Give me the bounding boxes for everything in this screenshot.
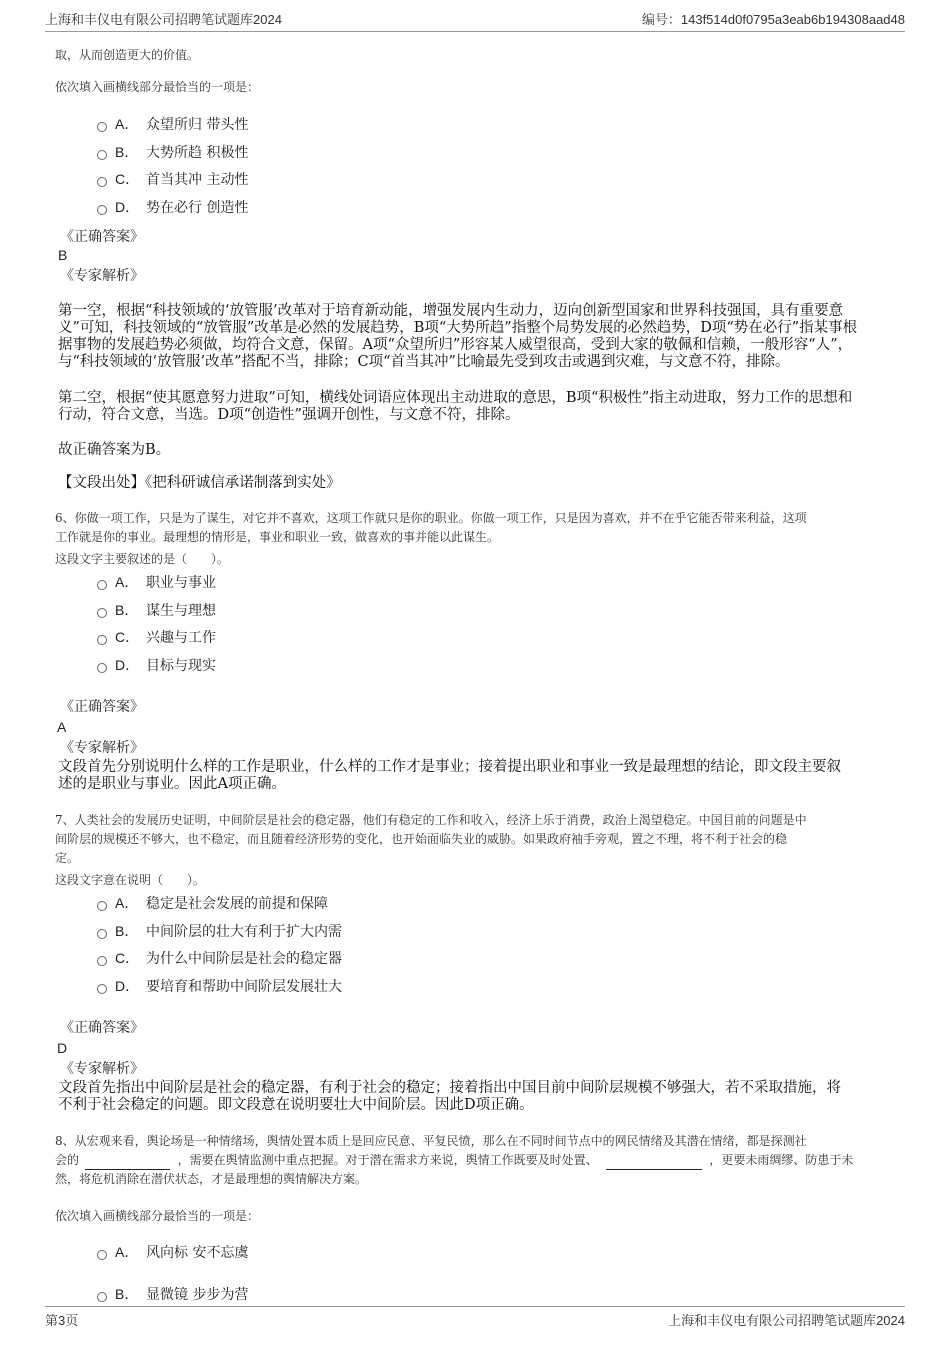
q8-prompt: 依次填入画横线部分最恰当的一项是： <box>55 1209 260 1223</box>
q6-option-b[interactable] <box>97 600 216 620</box>
text-line: 第二空，根据“使其愿意努力进取”可知，横线处词语应体现出主动进取的意思，B项“积极性”指主动进取，努力工作的思想和 <box>58 390 853 406</box>
q5-analysis-paragraph-1 <box>58 303 857 371</box>
q5-conclusion: 故正确答案为B。 <box>58 442 171 458</box>
header-title: 上海和丰仪电有限公司招聘笔试题库2024 <box>45 12 282 27</box>
option-letter: D． <box>115 199 140 215</box>
option-text: 风向标 安不忘虞 <box>146 1245 249 1261</box>
text-line: 7、人类社会的发展历史证明，中间阶层是社会的稳定器，他们有稳定的工作和收入，经济上乐于消费，政治上渴望稳定。中国目前的问题是中 <box>55 813 807 827</box>
radio-icon[interactable] <box>97 929 107 939</box>
option-letter: D． <box>115 657 140 673</box>
option-letter: A． <box>115 1244 139 1260</box>
radio-icon[interactable] <box>97 956 107 966</box>
q5-prompt: 依次填入画横线部分最恰当的一项是： <box>55 80 260 94</box>
radio-icon[interactable] <box>97 608 107 618</box>
option-text: 中间阶层的壮大有利于扩大内需 <box>146 924 342 940</box>
q8-stem <box>55 1132 853 1189</box>
page-footer <box>45 1306 905 1330</box>
q5-option-b[interactable] <box>97 142 248 162</box>
q7-prompt: 这段文字意在说明（ ）。 <box>55 873 206 887</box>
q5-answer-label: 《正确答案》 <box>60 229 144 245</box>
text-line: 据事物的发展趋势必须做，均符合文意，保留。A项“众望所归”形容某人威望很高，受到大家的敬佩和信赖，一般形容“人”， <box>58 337 853 353</box>
q5-analysis-paragraph-2 <box>58 390 852 424</box>
q7-option-d[interactable] <box>97 976 342 996</box>
radio-icon[interactable] <box>97 580 107 590</box>
q6-prompt: 这段文字主要叙述的是（ ）。 <box>55 552 230 566</box>
text-line: 文段首先分别说明什么样的工作是职业，什么样的工作才是事业；接着提出职业和事业一致是最理想的结论，即文段主要叙 <box>58 759 841 775</box>
q6-option-a[interactable] <box>97 572 216 592</box>
q7-option-c[interactable] <box>97 948 342 968</box>
option-letter: A． <box>115 116 139 132</box>
text-line <box>55 1151 853 1170</box>
radio-icon[interactable] <box>97 122 107 132</box>
option-text: 众望所归 带头性 <box>146 117 249 133</box>
q7-stem <box>55 811 807 868</box>
text-line: 工作就是你的事业。最理想的情形是，事业和职业一致，做喜欢的事并能以此谋生。 <box>55 530 500 544</box>
q6-analysis-label: 《专家解析》 <box>60 740 144 756</box>
option-letter: A． <box>115 574 139 590</box>
text-line: 义”可知，科技领域的“放管服”改革是必然的发展趋势，B项“大势所趋”指整个局势发展的必然趋势，D项“势在必行”指某事根 <box>58 320 858 336</box>
q5-stem-continuation: 取，从而创造更大的价值。 <box>55 48 200 62</box>
text-line: 6、你做一项工作，只是为了谋生，对它并不喜欢，这项工作就只是你的职业。你做一项工作，只是因为喜欢，并不在乎它能否带来利益，这项 <box>55 511 807 525</box>
page-header <box>45 6 905 32</box>
q5-answer: B <box>58 247 68 263</box>
q6-stem <box>55 509 807 547</box>
q8-option-b[interactable] <box>97 1284 248 1304</box>
q5-option-d[interactable] <box>97 197 248 217</box>
text-line: 述的是职业与事业。因此A项正确。 <box>58 776 286 792</box>
text-fragment: 会的 <box>55 1153 80 1167</box>
option-letter: D． <box>115 978 140 994</box>
radio-icon[interactable] <box>97 150 107 160</box>
option-letter: B． <box>115 602 139 618</box>
text-line: 然，将危机消除在潜伏状态，才是最理想的舆情解决方案。 <box>55 1172 368 1186</box>
q6-option-c[interactable] <box>97 627 216 647</box>
option-letter: B． <box>115 144 139 160</box>
text-line: 不利于社会稳定的问题。即文段意在说明要壮大中间阶层。因此D项正确。 <box>58 1097 534 1113</box>
text-fragment: ，更要未雨绸缪、防患于未 <box>709 1153 854 1167</box>
fill-blank-2 <box>606 1155 702 1170</box>
option-text: 势在必行 创造性 <box>146 200 249 216</box>
text-line: 第一空，根据“科技领域的‘放管服’改革对于培育新动能，增强发展内生动力，迈向创新型国家和世界科技强国，具有重要意 <box>58 303 844 319</box>
radio-icon[interactable] <box>97 177 107 187</box>
option-letter: C． <box>115 171 140 187</box>
radio-icon[interactable] <box>97 635 107 645</box>
text-line: 8、从宏观来看，舆论场是一种情绪场，舆情处置本质上是回应民意、平复民愤，那么在不同时间节点中的网民情绪及其潜在情绪，都是探测社 <box>55 1134 807 1148</box>
q7-option-a[interactable] <box>97 893 328 913</box>
option-letter: A． <box>115 895 139 911</box>
q7-analysis <box>58 1080 841 1114</box>
option-text: 要培育和帮助中间阶层发展壮大 <box>146 979 342 995</box>
text-line: 行动，符合文意，当选。D项“创造性”强调开创性，与文意不符，排除。 <box>58 407 520 423</box>
option-text: 大势所趋 积极性 <box>146 145 249 161</box>
text-fragment: ，需要在舆情监测中重点把握。对于潜在需求方来说，舆情工作既要及时处置、 <box>177 1153 598 1167</box>
option-text: 稳定是社会发展的前提和保障 <box>146 896 328 912</box>
footer-title: 上海和丰仪电有限公司招聘笔试题库2024 <box>668 1313 905 1328</box>
option-text: 谋生与理想 <box>146 603 216 619</box>
radio-icon[interactable] <box>97 1250 107 1260</box>
fill-blank-1 <box>85 1155 170 1170</box>
radio-icon[interactable] <box>97 205 107 215</box>
option-letter: C． <box>115 629 140 645</box>
option-text: 目标与现实 <box>146 658 216 674</box>
text-line: 与“科技领域的‘放管服’改革”搭配不当，排除；C项“首当其冲”比喻最先受到攻击或遇到灾难，与文意不符，排除。 <box>58 354 790 370</box>
option-text: 显微镜 步步为营 <box>146 1287 249 1303</box>
document-id: 编号：143f514d0f0795a3eab6b194308aad48 <box>641 12 905 27</box>
q5-option-c[interactable] <box>97 169 248 189</box>
q8-option-a[interactable] <box>97 1242 248 1262</box>
q5-source: 【文段出处】《把科研诚信承诺制落到实处》 <box>58 475 341 491</box>
q6-answer-label: 《正确答案》 <box>60 699 144 715</box>
radio-icon[interactable] <box>97 663 107 673</box>
option-text: 首当其冲 主动性 <box>146 172 249 188</box>
option-text: 为什么中间阶层是社会的稳定器 <box>146 951 342 967</box>
radio-icon[interactable] <box>97 901 107 911</box>
option-letter: B． <box>115 923 139 939</box>
q6-option-d[interactable] <box>97 655 216 675</box>
q6-answer: A <box>57 719 67 735</box>
text-line: 定。 <box>55 851 80 865</box>
text-line: 间阶层的规模还不够大，也不稳定，而且随着经济形势的变化，也开始面临失业的威胁。如果政府袖手旁观，置之不理，将不利于社会的稳 <box>55 832 788 846</box>
radio-icon[interactable] <box>97 1292 107 1302</box>
q7-answer: D <box>57 1040 68 1056</box>
q5-option-a[interactable] <box>97 114 248 134</box>
radio-icon[interactable] <box>97 984 107 994</box>
option-letter: C． <box>115 950 140 966</box>
text-line: 文段首先指出中间阶层是社会的稳定器，有利于社会的稳定；接着指出中国目前中间阶层规模不够强大，若不采取措施，将 <box>58 1080 841 1096</box>
q7-analysis-label: 《专家解析》 <box>60 1061 144 1077</box>
q7-answer-label: 《正确答案》 <box>60 1020 144 1036</box>
page-number: 第3页 <box>45 1313 79 1328</box>
q5-analysis-label: 《专家解析》 <box>60 268 144 284</box>
q7-option-b[interactable] <box>97 921 342 941</box>
option-text: 兴趣与工作 <box>146 630 216 646</box>
option-text: 职业与事业 <box>146 575 216 591</box>
q6-analysis <box>58 759 841 793</box>
option-letter: B． <box>115 1286 139 1302</box>
